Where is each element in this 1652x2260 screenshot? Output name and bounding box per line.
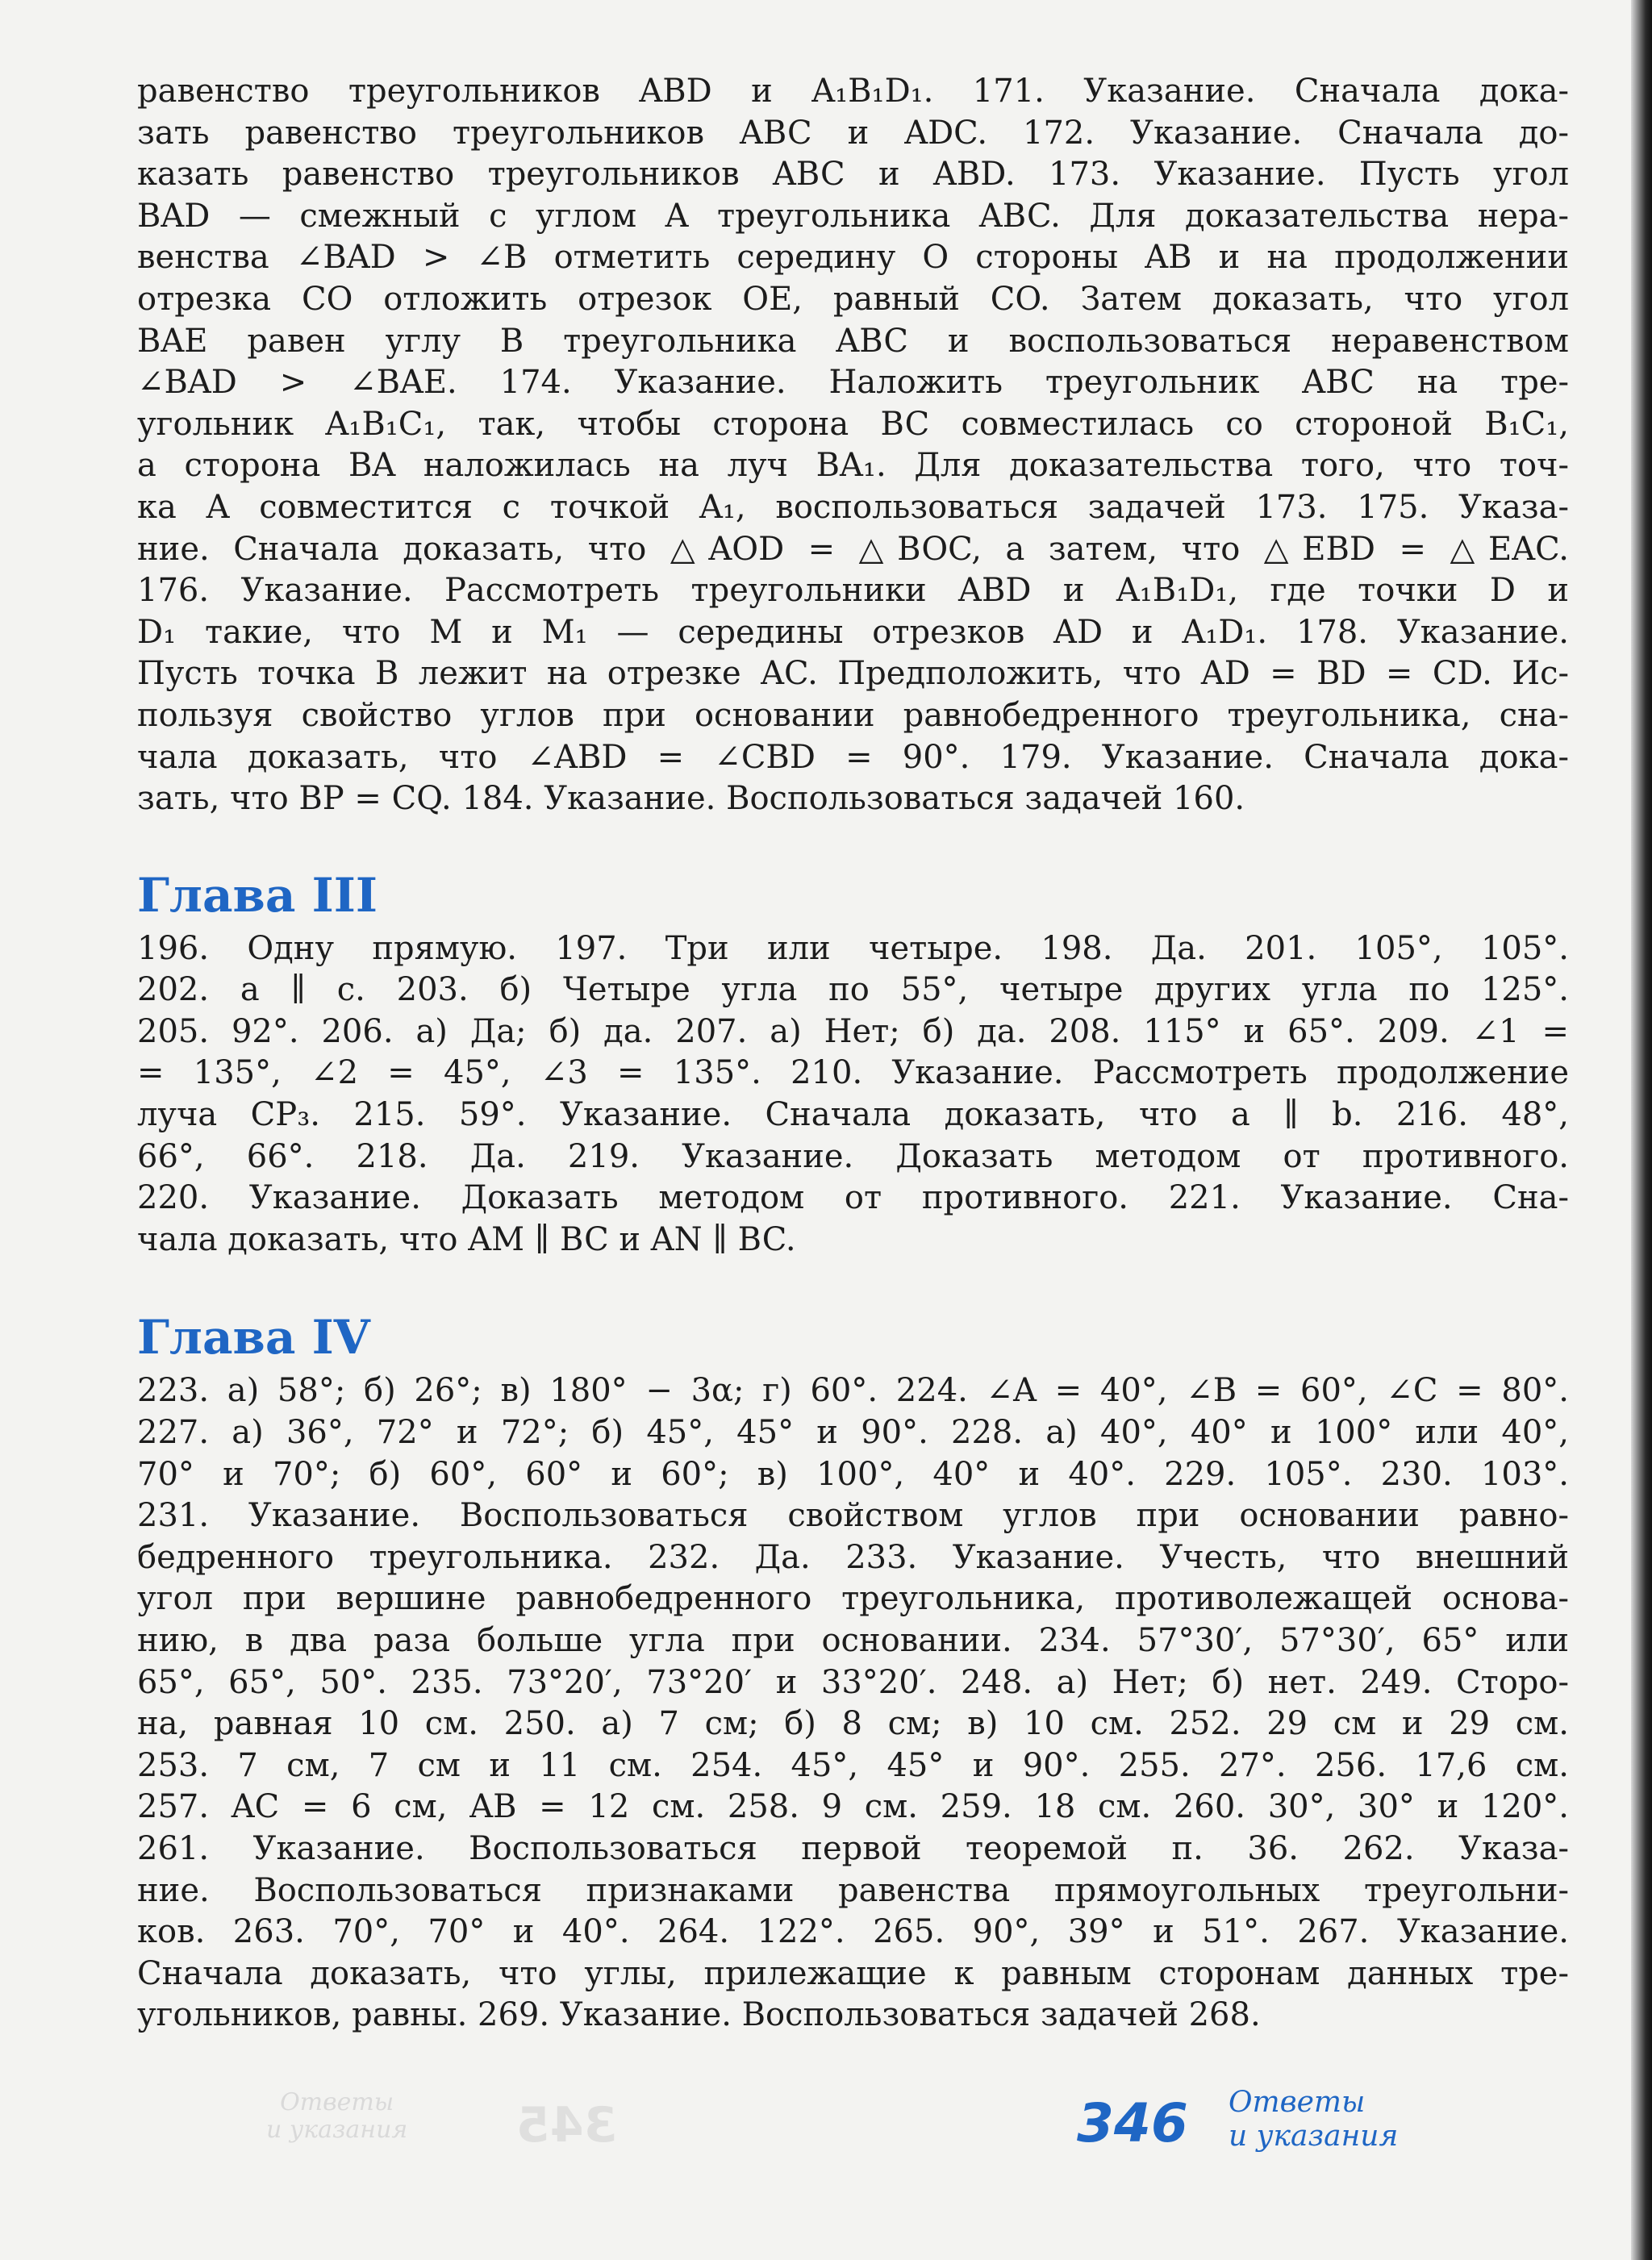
text-line: угол при вершине равнобедренного треугольника, противолежащей основа-: [137, 1580, 1569, 1618]
text-line: 65°, 65°, 50°. 235. 73°20′, 73°20′ и 33°20′. 248. а) Нет; б) нет. 249. Сторо-: [137, 1663, 1569, 1701]
text-line: 202. a ∥ c. 203. б) Четыре угла по 55°, четыре других угла по 125°.: [137, 971, 1569, 1009]
page-edge-shadow: [1631, 0, 1652, 2260]
text-line: бедренного треугольника. 232. Да. 233. Указание. Учесть, что внешний: [137, 1538, 1569, 1576]
text-line: 257. AC = 6 см, AB = 12 см. 258. 9 см. 259. 18 см. 260. 30°, 30° и 120°.: [137, 1788, 1569, 1826]
text-line: ние. Воспользоваться признаками равенства прямоугольных треугольни-: [137, 1871, 1569, 1909]
text-line: Сначала доказать, что углы, прилежащие к равным сторонам данных тре-: [137, 1954, 1569, 1992]
text-line: чала доказать, что AM ∥ BC и AN ∥ BC.: [137, 1220, 796, 1258]
text-line: равенство треугольников ABD и A₁B₁D₁. 171. Указание. Сначала дока-: [137, 73, 1569, 110]
page-number: 346: [1077, 2092, 1188, 2154]
text-line: BAE равен углу B треугольника ABC и воспользоваться неравенством: [137, 322, 1569, 360]
text-line: зать равенство треугольников ABC и ADC. 172. Указание. Сначала до-: [137, 114, 1569, 152]
text-line: на, равная 10 см. 250. а) 7 см; б) 8 см; в) 10 см. 252. 29 см и 29 см.: [137, 1705, 1569, 1743]
text-line: 227. а) 36°, 72° и 72°; б) 45°, 45° и 90°. 228. а) 40°, 40° и 100° или 40°,: [137, 1414, 1569, 1452]
text-line: отрезка CO отложить отрезок OE, равный CO. Затем доказать, что угол: [137, 280, 1569, 318]
chapter-3-answers: [137, 928, 1569, 1261]
bleed-through-page-number: 345: [516, 2097, 618, 2154]
bleed-caption-line1: Ответы: [280, 2088, 394, 2116]
section-caption: [1229, 2086, 1398, 2154]
text-line: казать равенство треугольников ABC и ABD. 173. Указание. Пусть угол: [137, 156, 1569, 194]
text-line: D₁ такие, что M и M₁ — середины отрезков AD и A₁D₁. 178. Указание.: [137, 613, 1569, 651]
page-content: [137, 71, 1569, 2037]
text-line: 231. Указание. Воспользоваться свойством углов при основании равно-: [137, 1497, 1569, 1535]
text-line: нию, в два раза больше угла при основании. 234. 57°30′, 57°30′, 65° или: [137, 1622, 1569, 1659]
text-line: а сторона BA наложилась на луч BA₁. Для доказательства того, что точ-: [137, 447, 1569, 485]
page-footer: [1077, 2086, 1561, 2178]
section-caption-line1: Ответы: [1229, 2086, 1366, 2119]
text-line: чала доказать, что ∠ABD = ∠CBD = 90°. 179. Указание. Сначала дока-: [137, 738, 1570, 776]
text-line: 70° и 70°; б) 60°, 60° и 60°; в) 100°, 40° и 40°. 229. 105°. 230. 103°.: [137, 1455, 1569, 1493]
text-line: 261. Указание. Воспользоваться первой теоремой п. 36. 262. Указа-: [137, 1829, 1569, 1867]
text-line: ков. 263. 70°, 70° и 40°. 264. 122°. 265. 90°, 39° и 51°. 267. Указание.: [137, 1913, 1569, 1951]
text-line: 66°, 66°. 218. Да. 219. Указание. Доказать методом от противного.: [137, 1137, 1569, 1175]
intro-answers: [137, 71, 1569, 820]
text-line: луча CP₃. 215. 59°. Указание. Сначала доказать, что a ∥ b. 216. 48°,: [137, 1096, 1569, 1134]
text-line: угольников, равны. 269. Указание. Воспользоваться задачей 268.: [137, 1996, 1261, 2034]
text-line: угольник A₁B₁C₁, так, чтобы сторона BC совместилась со стороной B₁C₁,: [137, 405, 1569, 443]
text-line: 253. 7 см, 7 см и 11 см. 254. 45°, 45° и 90°. 255. 27°. 256. 17,6 см.: [137, 1746, 1569, 1784]
bleed-caption-line2: и указания: [266, 2116, 408, 2144]
text-line: 220. Указание. Доказать методом от противного. 221. Указание. Сна-: [137, 1179, 1569, 1217]
text-line: = 135°, ∠2 = 45°, ∠3 = 135°. 210. Указание. Рассмотреть продолжение: [137, 1054, 1569, 1092]
section-caption-line2: и указания: [1229, 2120, 1399, 2153]
text-line: 176. Указание. Рассмотреть треугольники ABD и A₁B₁D₁, где точки D и: [137, 572, 1569, 610]
text-line: ∠BAD > ∠BAE. 174. Указание. Наложить треугольник ABC на тре-: [137, 364, 1569, 402]
text-line: 196. Одну прямую. 197. Три или четыре. 198. Да. 201. 105°, 105°.: [137, 929, 1569, 967]
text-line: ка A совместится с точкой A₁, воспользоваться задачей 173. 175. Указа-: [137, 488, 1569, 526]
text-line: BAD — смежный с углом A треугольника ABC. Для доказательства нера-: [137, 197, 1569, 235]
text-line: 223. а) 58°; б) 26°; в) 180° − 3α; г) 60°. 224. ∠A = 40°, ∠B = 60°, ∠C = 80°.: [137, 1372, 1569, 1410]
text-line: пользуя свойство углов при основании равнобедренного треугольника, сна-: [137, 696, 1569, 734]
text-line: зать, что BP = CQ. 184. Указание. Воспользоваться задачей 160.: [137, 780, 1245, 818]
chapter-4-title: Глава IV: [137, 1310, 370, 1366]
chapter-3-title: Глава III: [137, 867, 378, 923]
chapter-4-answers: [137, 1370, 1569, 2037]
text-line: венства ∠BAD > ∠B отметить середину O стороны AB и на продолжении: [137, 239, 1570, 277]
text-line: ние. Сначала доказать, что △AOD = △BOC, а затем, что △EBD = △EAC.: [137, 530, 1569, 568]
text-line: Пусть точка B лежит на отрезке AC. Предположить, что AD = BD = CD. Ис-: [137, 655, 1569, 693]
bleed-through-caption: [266, 2089, 407, 2144]
text-line: 205. 92°. 206. а) Да; б) да. 207. а) Нет; б) да. 208. 115° и 65°. 209. ∠1 =: [137, 1012, 1569, 1050]
